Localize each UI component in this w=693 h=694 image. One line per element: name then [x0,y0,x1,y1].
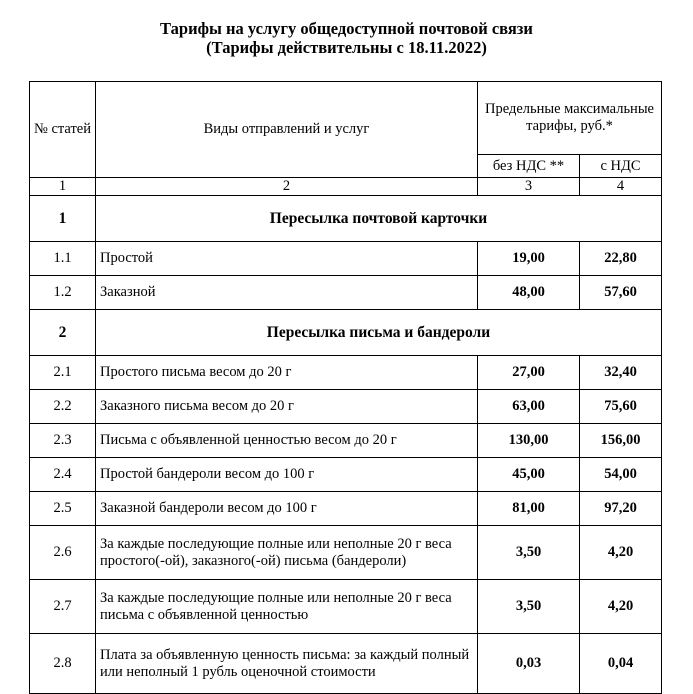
header-tariffs: Предельные максимальные тарифы, руб.* [478,82,662,155]
header-with-vat: с НДС [580,155,662,178]
row-price-no-vat: 81,00 [478,492,580,526]
row-number: 1.2 [30,276,96,310]
column-number-row [30,178,662,196]
row-service-name: Заказной бандероли весом до 100 г [96,492,478,526]
row-service-name: Простой бандероли весом до 100 г [96,458,478,492]
row-service-name: Письма с объявленной ценностью весом до 20 г [96,424,478,458]
row-price-with-vat: 97,20 [580,492,662,526]
row-price-with-vat: 4,20 [580,580,662,634]
row-service-name: Заказного письма весом до 20 г [96,390,478,424]
table-row [30,356,662,390]
header-no-vat: без НДС ** [478,155,580,178]
row-number: 2.6 [30,526,96,580]
row-number: 2.1 [30,356,96,390]
row-price-with-vat: 156,00 [580,424,662,458]
title-line-1: Тарифы на услугу общедоступной почтовой связи [160,19,533,38]
row-price-no-vat: 48,00 [478,276,580,310]
title-line-2: (Тарифы действительны с 18.11.2022) [206,38,487,57]
row-service-name: За каждые последующие полные или неполные 20 г веса письма с объявленной ценностью [96,580,478,634]
section-title: Пересылка почтовой карточки [96,196,662,242]
row-price-no-vat: 27,00 [478,356,580,390]
row-price-no-vat: 3,50 [478,580,580,634]
table-row [30,634,662,694]
row-price-with-vat: 54,00 [580,458,662,492]
table-row [30,242,662,276]
row-price-with-vat: 75,60 [580,390,662,424]
row-price-with-vat: 57,60 [580,276,662,310]
table-row [30,526,662,580]
table-row [30,492,662,526]
col-number: 2 [96,178,478,196]
header-kinds: Виды отправлений и услуг [96,82,478,178]
table-row [30,276,662,310]
col-number: 4 [580,178,662,196]
section-row [30,310,662,356]
tariff-table [29,81,662,694]
row-service-name: Простого письма весом до 20 г [96,356,478,390]
table-row [30,458,662,492]
row-number: 2.3 [30,424,96,458]
header-num: № статей [30,82,96,178]
row-number: 2.7 [30,580,96,634]
row-price-no-vat: 0,03 [478,634,580,694]
row-service-name: За каждые последующие полные или неполные 20 г веса простого(-ой), заказного(-ой) письма (бандероли) [96,526,478,580]
document-title [0,19,693,57]
section-title: Пересылка письма и бандероли [96,310,662,356]
row-price-no-vat: 45,00 [478,458,580,492]
row-number: 1.1 [30,242,96,276]
row-price-no-vat: 19,00 [478,242,580,276]
row-price-no-vat: 130,00 [478,424,580,458]
section-row [30,196,662,242]
col-number: 3 [478,178,580,196]
row-service-name: Простой [96,242,478,276]
header-row [30,82,662,155]
col-number: 1 [30,178,96,196]
row-price-with-vat: 22,80 [580,242,662,276]
row-service-name: Заказной [96,276,478,310]
table-row [30,580,662,634]
section-number: 2 [30,310,96,356]
section-number: 1 [30,196,96,242]
row-price-no-vat: 63,00 [478,390,580,424]
row-number: 2.2 [30,390,96,424]
table-row [30,390,662,424]
row-price-with-vat: 4,20 [580,526,662,580]
row-price-with-vat: 0,04 [580,634,662,694]
row-number: 2.5 [30,492,96,526]
table-row [30,424,662,458]
row-price-with-vat: 32,40 [580,356,662,390]
row-number: 2.4 [30,458,96,492]
row-price-no-vat: 3,50 [478,526,580,580]
row-number: 2.8 [30,634,96,694]
row-service-name: Плата за объявленную ценность письма: за каждый полный или неполный 1 рубль оценочной стоимости [96,634,478,694]
